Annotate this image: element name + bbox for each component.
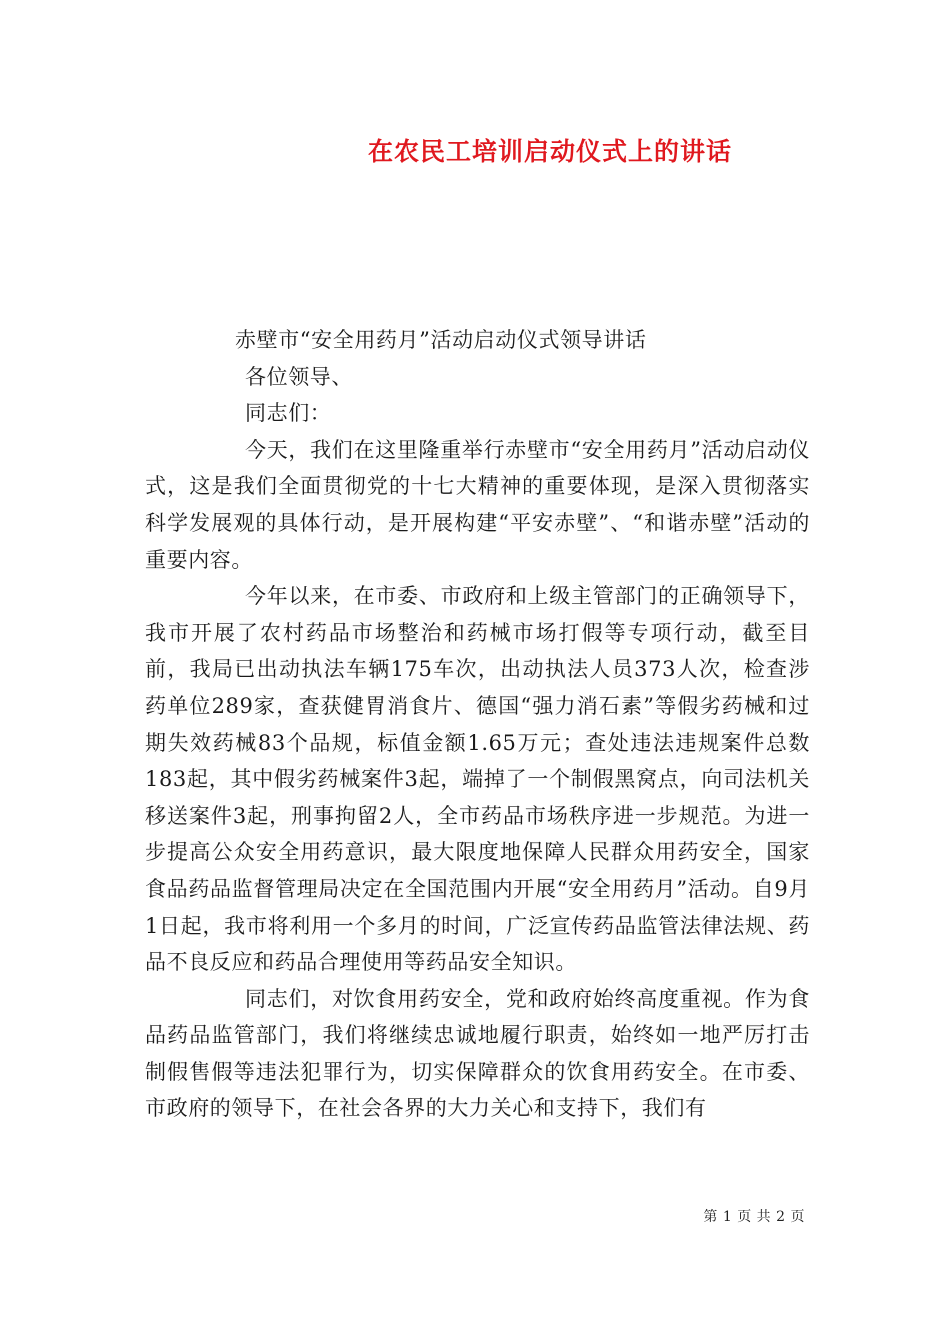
paragraph-2: 今年以来，在市委、市政府和上级主管部门的正确领导下，我市开展了农村药品市场整治和药械市场打假等专项行动，截至目前，我局已出动执法车辆175车次，出动执法人员373人次，检查涉药单位289家，查获健胃消食片、德国“强力消石素”等假劣药械和过期失效药械83个品规，标值金额1.65万元；查处违法违规案件总数183起，其中假劣药械案件3起，端掉了一个制假黑窝点，向司法机关移送案件3起，刑事拘留2人，全市药品市场秩序进一步规范。为进一步提高公众安全用药意识，最大限度地保障人民群众用药安全，国家食品药品监督管理局决定在全国范围内开展“安全用药月”活动。自9月1日起，我市将利用一个多月的时间，广泛宣传药品监管法律法规、药品不良反应和药品合理使用等药品安全知识。: [145, 584, 810, 975]
speech-subtitle: 赤壁市“安全用药月”活动启动仪式领导讲话: [235, 328, 647, 352]
document-body: [145, 322, 810, 1127]
paragraph-1: 今天，我们在这里隆重举行赤壁市“安全用药月”活动启动仪式，这是我们全面贯彻党的十七大精神的重要体现，是深入贯彻落实科学发展观的具体行动，是开展构建“平安赤壁”、“和谐赤壁”活动的重要内容。: [145, 437, 810, 572]
salutation-line-1: 各位领导、: [245, 364, 353, 389]
page-number-footer: 第 1 页 共 2 页: [703, 1209, 805, 1225]
paragraph-3: 同志们，对饮食用药安全，党和政府始终高度重视。作为食品药品监管部门，我们将继续忠诚地履行职责，始终如一地严厉打击制假售假等违法犯罪行为，切实保障群众的饮食用药安全。在市委、市政府的领导下，在社会各界的大力关心和支持下，我们有: [145, 986, 810, 1121]
document-title: 在农民工培训启动仪式上的讲话: [367, 137, 732, 166]
salutation-line-2: 同志们：: [245, 401, 332, 426]
